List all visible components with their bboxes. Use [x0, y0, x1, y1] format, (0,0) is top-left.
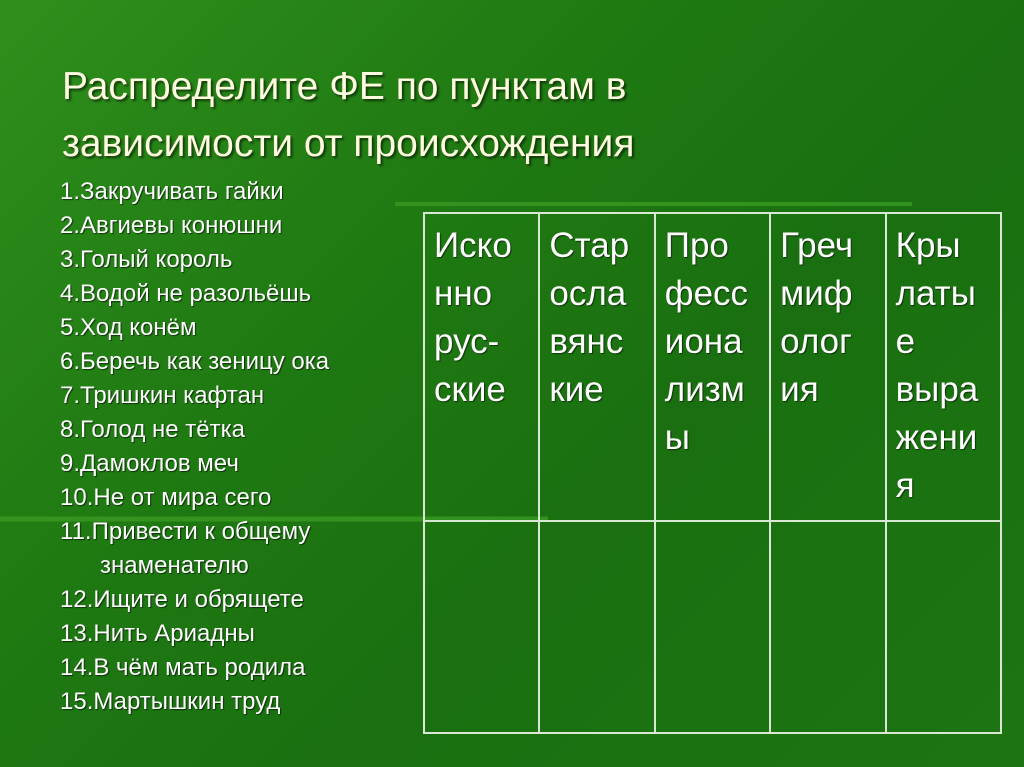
- list-item-text: Закручивать гайки: [80, 178, 284, 205]
- header-text-line: ы: [664, 418, 690, 457]
- list-item-text: Голод не тётка: [80, 416, 245, 443]
- table-empty-cell: [539, 521, 654, 733]
- list-item: [60, 277, 329, 311]
- list-item-text: Ход конём: [80, 314, 197, 341]
- table-empty-cell: [886, 521, 1001, 733]
- list-item: [60, 617, 329, 651]
- header-text-line: фесс: [664, 274, 749, 313]
- table-header-cell: [886, 213, 1001, 521]
- list-item-text: Ищите и обрящете: [93, 586, 304, 613]
- title-line-1: Распределите ФЕ по пунктам в: [62, 65, 627, 108]
- list-item: [60, 651, 329, 685]
- list-item-text: Тришкин кафтан: [80, 382, 265, 409]
- list-item: [60, 243, 329, 277]
- table-empty-cell: [424, 521, 539, 733]
- list-item: [60, 379, 329, 413]
- list-item-number: 9.: [60, 450, 81, 477]
- table-header-cell: [655, 213, 770, 521]
- list-item: [60, 413, 329, 447]
- header-text-line: иона: [664, 322, 743, 361]
- table-empty-cell: [770, 521, 885, 733]
- header-text-line: ские: [434, 370, 506, 409]
- list-item: [60, 311, 329, 345]
- list-item-number: 13.: [60, 620, 94, 647]
- header-text-line: ия: [780, 370, 819, 409]
- header-text-line: Стар: [549, 226, 630, 265]
- header-text-line: выра: [895, 370, 979, 409]
- header-text-line: е: [895, 322, 916, 361]
- list-item-text: Не от мира сего: [93, 484, 272, 511]
- table-header-row: [424, 213, 1001, 521]
- header-text-line: миф: [780, 274, 853, 313]
- table-header-cell: [539, 213, 654, 521]
- classification-table: [423, 212, 1002, 734]
- table-empty-row: [424, 521, 1001, 733]
- list-item-text: Дамоклов меч: [80, 450, 239, 477]
- list-item-number: 8.: [60, 416, 81, 443]
- list-item-text: Беречь как зеницу ока: [80, 348, 330, 375]
- list-item-number: 12.: [60, 586, 94, 613]
- header-text-line: латы: [895, 274, 976, 313]
- list-item: [60, 209, 329, 243]
- list-item-number: 7.: [60, 382, 81, 409]
- header-text-line: Греч: [780, 226, 854, 265]
- list-item: [60, 345, 329, 379]
- list-item: [60, 481, 329, 515]
- title-line-2: зависимости от происхождения: [62, 122, 635, 165]
- list-item-text: Голый король: [80, 246, 233, 273]
- header-text-line: нно: [434, 274, 493, 313]
- list-item: [60, 175, 329, 209]
- list-item-text: В чём мать родила: [93, 654, 306, 681]
- header-text-line: я: [895, 466, 915, 505]
- list-item-continuation: знаменателю: [100, 552, 249, 579]
- list-item-text: Водой не разольёшь: [80, 280, 312, 307]
- header-text-line: Иско: [434, 226, 512, 265]
- header-text-line: осла: [549, 274, 627, 313]
- list-item: [60, 685, 329, 719]
- list-item-number: 10.: [60, 484, 94, 511]
- list-item-text: Авгиевы конюшни: [80, 212, 283, 239]
- list-item-number: 15.: [60, 688, 94, 715]
- list-item-number: 14.: [60, 654, 94, 681]
- list-item-number: 6.: [60, 348, 81, 375]
- list-item-number: 2.: [60, 212, 81, 239]
- list-item-text: Привести к общему: [91, 518, 311, 545]
- header-text-line: лизм: [664, 370, 745, 409]
- list-item-number: 5.: [60, 314, 81, 341]
- table-header-cell: [424, 213, 539, 521]
- header-text-line: Про: [664, 226, 729, 265]
- table-header-cell: [770, 213, 885, 521]
- header-text-line: Кры: [895, 226, 961, 265]
- phraseologism-list: [60, 175, 329, 719]
- header-text-line: кие: [549, 370, 604, 409]
- header-text-line: рус-: [434, 322, 500, 361]
- list-item: [60, 447, 329, 481]
- header-text-line: вянс: [549, 322, 624, 361]
- header-text-line: олог: [780, 322, 852, 361]
- table-empty-cell: [655, 521, 770, 733]
- list-item: [60, 515, 329, 549]
- header-text-line: жени: [895, 418, 978, 457]
- list-item-text: Нить Ариадны: [93, 620, 255, 647]
- list-item-number: 4.: [60, 280, 81, 307]
- list-item-number: 1.: [60, 178, 81, 205]
- page-title: [62, 58, 962, 172]
- list-item: [60, 583, 329, 617]
- list-item-number: 3.: [60, 246, 81, 273]
- list-item-text: Мартышкин труд: [93, 688, 281, 715]
- list-item-number: 11.: [60, 518, 92, 545]
